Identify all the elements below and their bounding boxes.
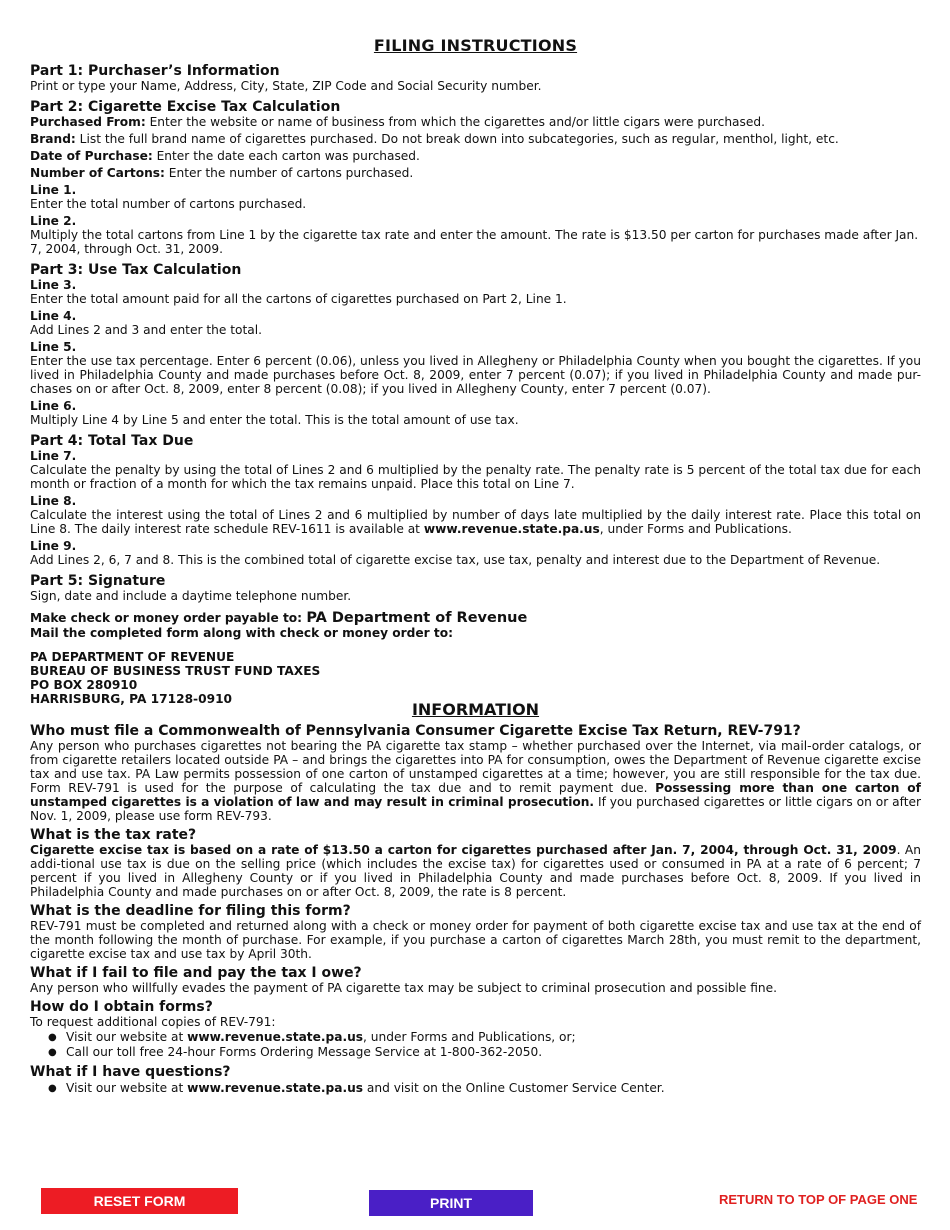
part1-text: Print or type your Name, Address, City, State, ZIP Code and Social Security number. xyxy=(30,79,542,93)
line8-label: Line 8. xyxy=(30,493,77,508)
payable-line: Make check or money order payable to: PA Department of Revenue xyxy=(30,609,528,626)
line3-text: Enter the total amount paid for all the cartons of cigarettes purchased on Part 2, Line 1. xyxy=(30,291,567,306)
questions-heading: What if I have questions? xyxy=(30,1063,231,1080)
who-must-file-text: Any person who purchases cigarettes not bearing the PA cigarette tax stamp – whether purchased over the Internet, via mail-order catalogs, or from cigarette retailers located outside PA – and brings the cigarettes into PA for consumption, owes the Department of Revenue cigarette excise tax and use tax. PA Law permits possession of one carton of unstamped cigarettes at a time; however, you are still responsible for the tax due. Form REV-791 is used for the purpose of calculating the tax due and to remit payment due. Possessing more than one carton of unstamped cigarettes is a violation of law and may result in criminal prosecution. If you purchased cigarettes or little cigars on or after Nov. 1, 2009, please use form REV-793. xyxy=(30,738,921,823)
line9-text: Add Lines 2, 6, 7 and 8. This is the combined total of cigarette excise tax, use tax, penalty and interest due to the Department of Revenue. xyxy=(30,552,881,567)
address-line: PA DEPARTMENT OF REVENUE xyxy=(30,649,235,664)
number-of-cartons-line: Number of Cartons: Enter the number of cartons purchased. xyxy=(30,165,414,180)
who-must-file-heading: Who must file a Commonwealth of Pennsylvania Consumer Cigarette Excise Tax Return, REV-791? xyxy=(30,722,801,739)
deadline-heading: What is the deadline for filing this form? xyxy=(30,902,351,919)
return-to-top-link[interactable]: RETURN TO TOP OF PAGE ONE xyxy=(719,1192,918,1207)
line3-label: Line 3. xyxy=(30,277,77,292)
line8-text: Calculate the interest using the total of Lines 2 and 6 multiplied by number of days late multiplied by the daily interest rate. Place this total on Line 8. The daily interest rate schedule REV-1611 is available at www.revenue.state.pa.us, under Forms and Publications. xyxy=(30,507,921,536)
revenue-website-link[interactable]: www.revenue.state.pa.us xyxy=(423,521,600,536)
obtain-forms-intro: To request additional copies of REV-791: xyxy=(30,1014,276,1029)
deadline-text: REV-791 must be completed and returned along with a check or money order for payment of both cigarette excise tax and use tax at the end of the month following the month of purchase. For example, if you purchase a carton of cigarettes March 28th, you must remit to the department, cigarette excise tax and use tax by April 30th. xyxy=(30,918,921,961)
reset-form-button[interactable]: RESET FORM xyxy=(41,1188,238,1214)
fail-to-file-text: Any person who willfully evades the payment of PA cigarette tax may be subject to criminal prosecution and possible fine. xyxy=(30,980,777,995)
tax-rate-heading: What is the tax rate? xyxy=(30,826,197,843)
brand-line: Brand: List the full brand name of cigarettes purchased. Do not break down into subcategories, such as regular, menthol, light, etc. xyxy=(30,131,839,146)
print-button[interactable]: PRINT xyxy=(369,1190,533,1216)
line2-text: Multiply the total cartons from Line 1 by the cigarette tax rate and enter the amount. The rate is $13.50 per carton for purchases made after Jan. 7, 2004, through Oct. 31, 2009. xyxy=(30,227,919,256)
date-of-purchase-line: Date of Purchase: Enter the date each carton was purchased. xyxy=(30,148,420,163)
line4-label: Line 4. xyxy=(30,308,77,323)
line2-label: Line 2. xyxy=(30,213,77,228)
line1-label: Line 1. xyxy=(30,182,77,197)
line6-text: Multiply Line 4 by Line 5 and enter the total. This is the total amount of use tax. xyxy=(30,412,519,427)
tax-rate-text: Cigarette excise tax is based on a rate of $13.50 a carton for cigarettes purchased after Jan. 7, 2004, through Oct. 31, 2009. An addi-tional use tax is due on the selling price (which includes the excise tax) for cigarettes used or consumed in PA at a rate of 6 percent; 7 percent if you lived in Allegheny County or if you lived in Philadelphia County and made purchases before Oct. 8, 2009. If you lived in Philadelphia County and made purchases on or after Oct. 8, 2009, the rate is 8 percent. xyxy=(30,842,921,899)
information-title: INFORMATION xyxy=(411,699,540,719)
obtain-forms-heading: How do I obtain forms? xyxy=(30,998,213,1015)
line9-label: Line 9. xyxy=(30,538,77,553)
list-item: ● Call our toll free 24-hour Forms Ordering Message Service at 1-800-362-2050. xyxy=(66,1045,921,1060)
purchased-from-line: Purchased From: Enter the website or name of business from which the cigarettes and/or little cigars were purchased. xyxy=(30,115,765,129)
part3-heading: Part 3: Use Tax Calculation xyxy=(30,261,242,278)
line6-label: Line 6. xyxy=(30,398,77,413)
line7-text: Calculate the penalty by using the total of Lines 2 and 6 multiplied by the penalty rate. The penalty rate is 5 percent of the total tax due for each month or fraction of a month for which the tax remains unpaid. Place this total on Line 7. xyxy=(30,462,921,491)
line5-text: Enter the use tax percentage. Enter 6 percent (0.06), unless you lived in Allegheny or Philadelphia County when you bought the cigarettes. If you lived in Philadelphia County and made purchases before Oct. 8, 2009, enter 7 percent (0.07); if you lived in Philadelphia County and made pur-chases on or after Oct. 8, 2009, enter 8 percent (0.08); if you lived in Allegheny County, enter 7 percent (0.07). xyxy=(30,353,921,396)
address-line: BUREAU OF BUSINESS TRUST FUND TAXES xyxy=(30,663,321,678)
part4-heading: Part 4: Total Tax Due xyxy=(30,432,194,449)
line4-text: Add Lines 2 and 3 and enter the total. xyxy=(30,322,262,337)
mailing-address xyxy=(30,650,921,706)
part2-heading: Part 2: Cigarette Excise Tax Calculation xyxy=(30,99,341,115)
obtain-forms-list xyxy=(30,1030,921,1060)
mail-instructions: Mail the completed form along with check or money order to: xyxy=(30,625,453,640)
part1-heading: Part 1: Purchaser’s Information xyxy=(30,63,280,79)
filing-instructions-title: FILING INSTRUCTIONS xyxy=(373,36,578,55)
line7-label: Line 7. xyxy=(30,448,77,463)
part5-text: Sign, date and include a daytime telephone number. xyxy=(30,588,352,603)
line1-text: Enter the total number of cartons purchased. xyxy=(30,196,307,211)
list-item: ● Visit our website at www.revenue.state.pa.us and visit on the Online Customer Service Center. xyxy=(66,1081,921,1096)
questions-list xyxy=(30,1081,921,1096)
list-item: ● Visit our website at www.revenue.state.pa.us, under Forms and Publications, or; xyxy=(66,1030,921,1045)
address-line: PO BOX 280910 xyxy=(30,677,138,692)
part5-heading: Part 5: Signature xyxy=(30,572,166,589)
payee-name: PA Department of Revenue xyxy=(306,609,528,626)
revenue-website-link[interactable]: www.revenue.state.pa.us xyxy=(187,1029,364,1044)
revenue-website-link[interactable]: www.revenue.state.pa.us xyxy=(187,1080,364,1095)
address-line: HARRISBURG, PA 17128-0910 xyxy=(30,691,233,706)
fail-to-file-heading: What if I fail to file and pay the tax I owe? xyxy=(30,964,362,981)
line5-label: Line 5. xyxy=(30,339,77,354)
